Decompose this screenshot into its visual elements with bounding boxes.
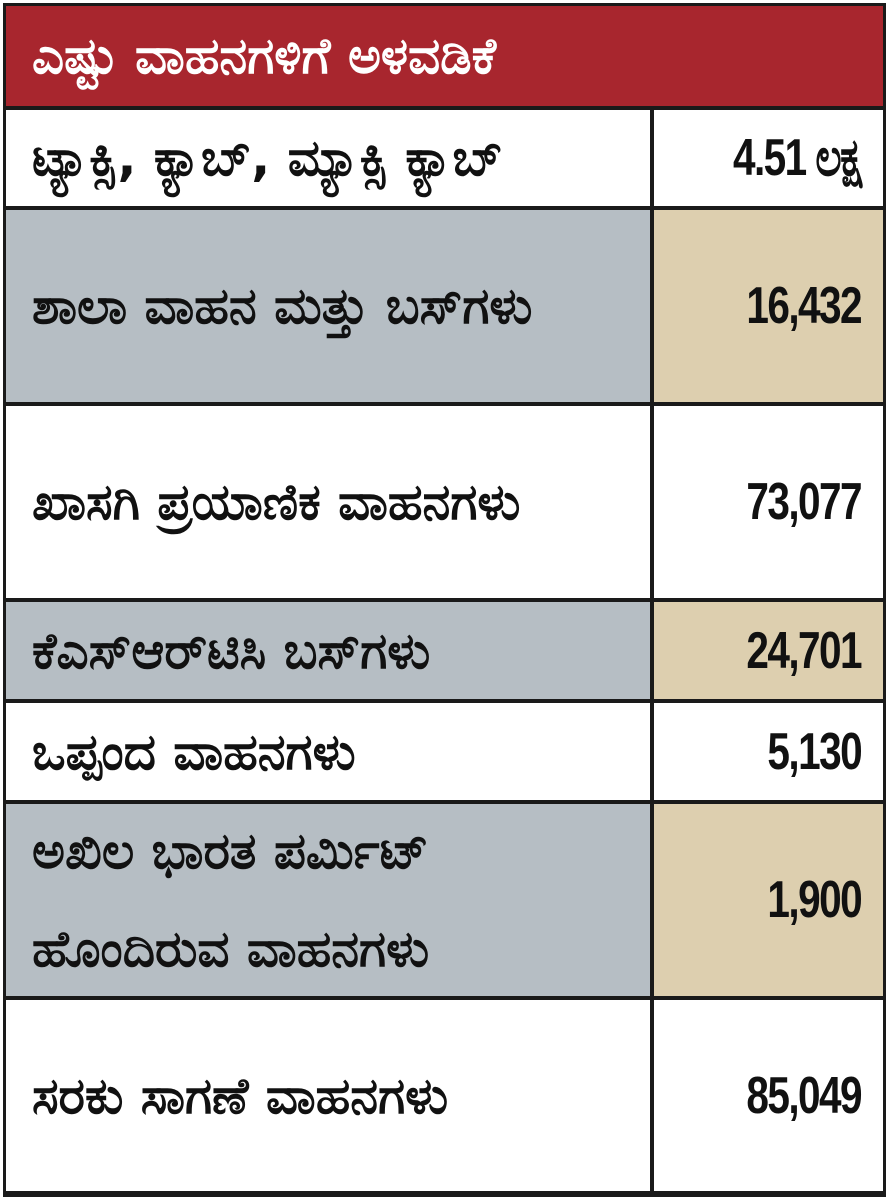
vehicle-table (3, 3, 886, 1197)
row-label (6, 804, 650, 996)
row-label-text: ಶಾಲಾ ವಾಹನ ಮತ್ತು ಬಸ್‌ಗಳು (32, 277, 533, 335)
table-title: ಎಷ್ಟು ವಾಹನಗಳಿಗೆ ಅಳವಡಿಕೆ (6, 6, 883, 106)
row-label (6, 1000, 650, 1191)
row-label (6, 110, 650, 206)
table-row (6, 110, 883, 206)
row-label (6, 602, 650, 699)
row-label (6, 406, 650, 598)
row-label-text: ಟ್ಯಾಕ್ಸಿ, ಕ್ಯಾಬ್, ಮ್ಯಾಕ್ಸಿ ಕ್ಯಾಬ್ (32, 129, 503, 187)
table-row (6, 602, 883, 699)
row-value-text: 16,432 (746, 277, 861, 335)
row-value (654, 210, 883, 402)
row-value-text: 85,049 (746, 1066, 861, 1125)
row-label-text: ಖಾಸಗಿ ಪ್ರಯಾಣಿಕ ವಾಹನಗಳು (32, 473, 521, 531)
row-label-text: ಒಪ್ಪಂದ ವಾಹನಗಳು (32, 722, 356, 781)
table-row (6, 804, 883, 996)
row-value (654, 703, 883, 800)
table-row (6, 1000, 883, 1191)
row-label-text: ಸರಕು ಸಾಗಣೆ ವಾಹನಗಳು (32, 1066, 449, 1125)
row-value-text: 1,900 (767, 871, 861, 929)
row-value-text: 24,701 (746, 621, 861, 680)
row-value-text: 5,130 (767, 722, 861, 781)
row-value (654, 602, 883, 699)
table-row (6, 210, 883, 402)
table-row (6, 703, 883, 800)
row-label-text: ಕೆಎಸ್‌ಆರ್‌ಟಿಸಿ ಬಸ್‌ಗಳು (32, 621, 431, 680)
row-value-text: 73,077 (746, 473, 861, 531)
row-value (654, 110, 883, 206)
row-label (6, 703, 650, 800)
row-value (654, 1000, 883, 1191)
row-label (6, 210, 650, 402)
row-label-text: ಅಖಿಲ ಭಾರತ ಪರ್ಮಿಟ್ ಹೊಂದಿರುವ ವಾಹನಗಳು (32, 822, 430, 978)
table-row (6, 406, 883, 598)
row-value-text: 4.51 ಲಕ್ಷ (733, 128, 861, 187)
row-value (654, 804, 883, 996)
row-value (654, 406, 883, 598)
